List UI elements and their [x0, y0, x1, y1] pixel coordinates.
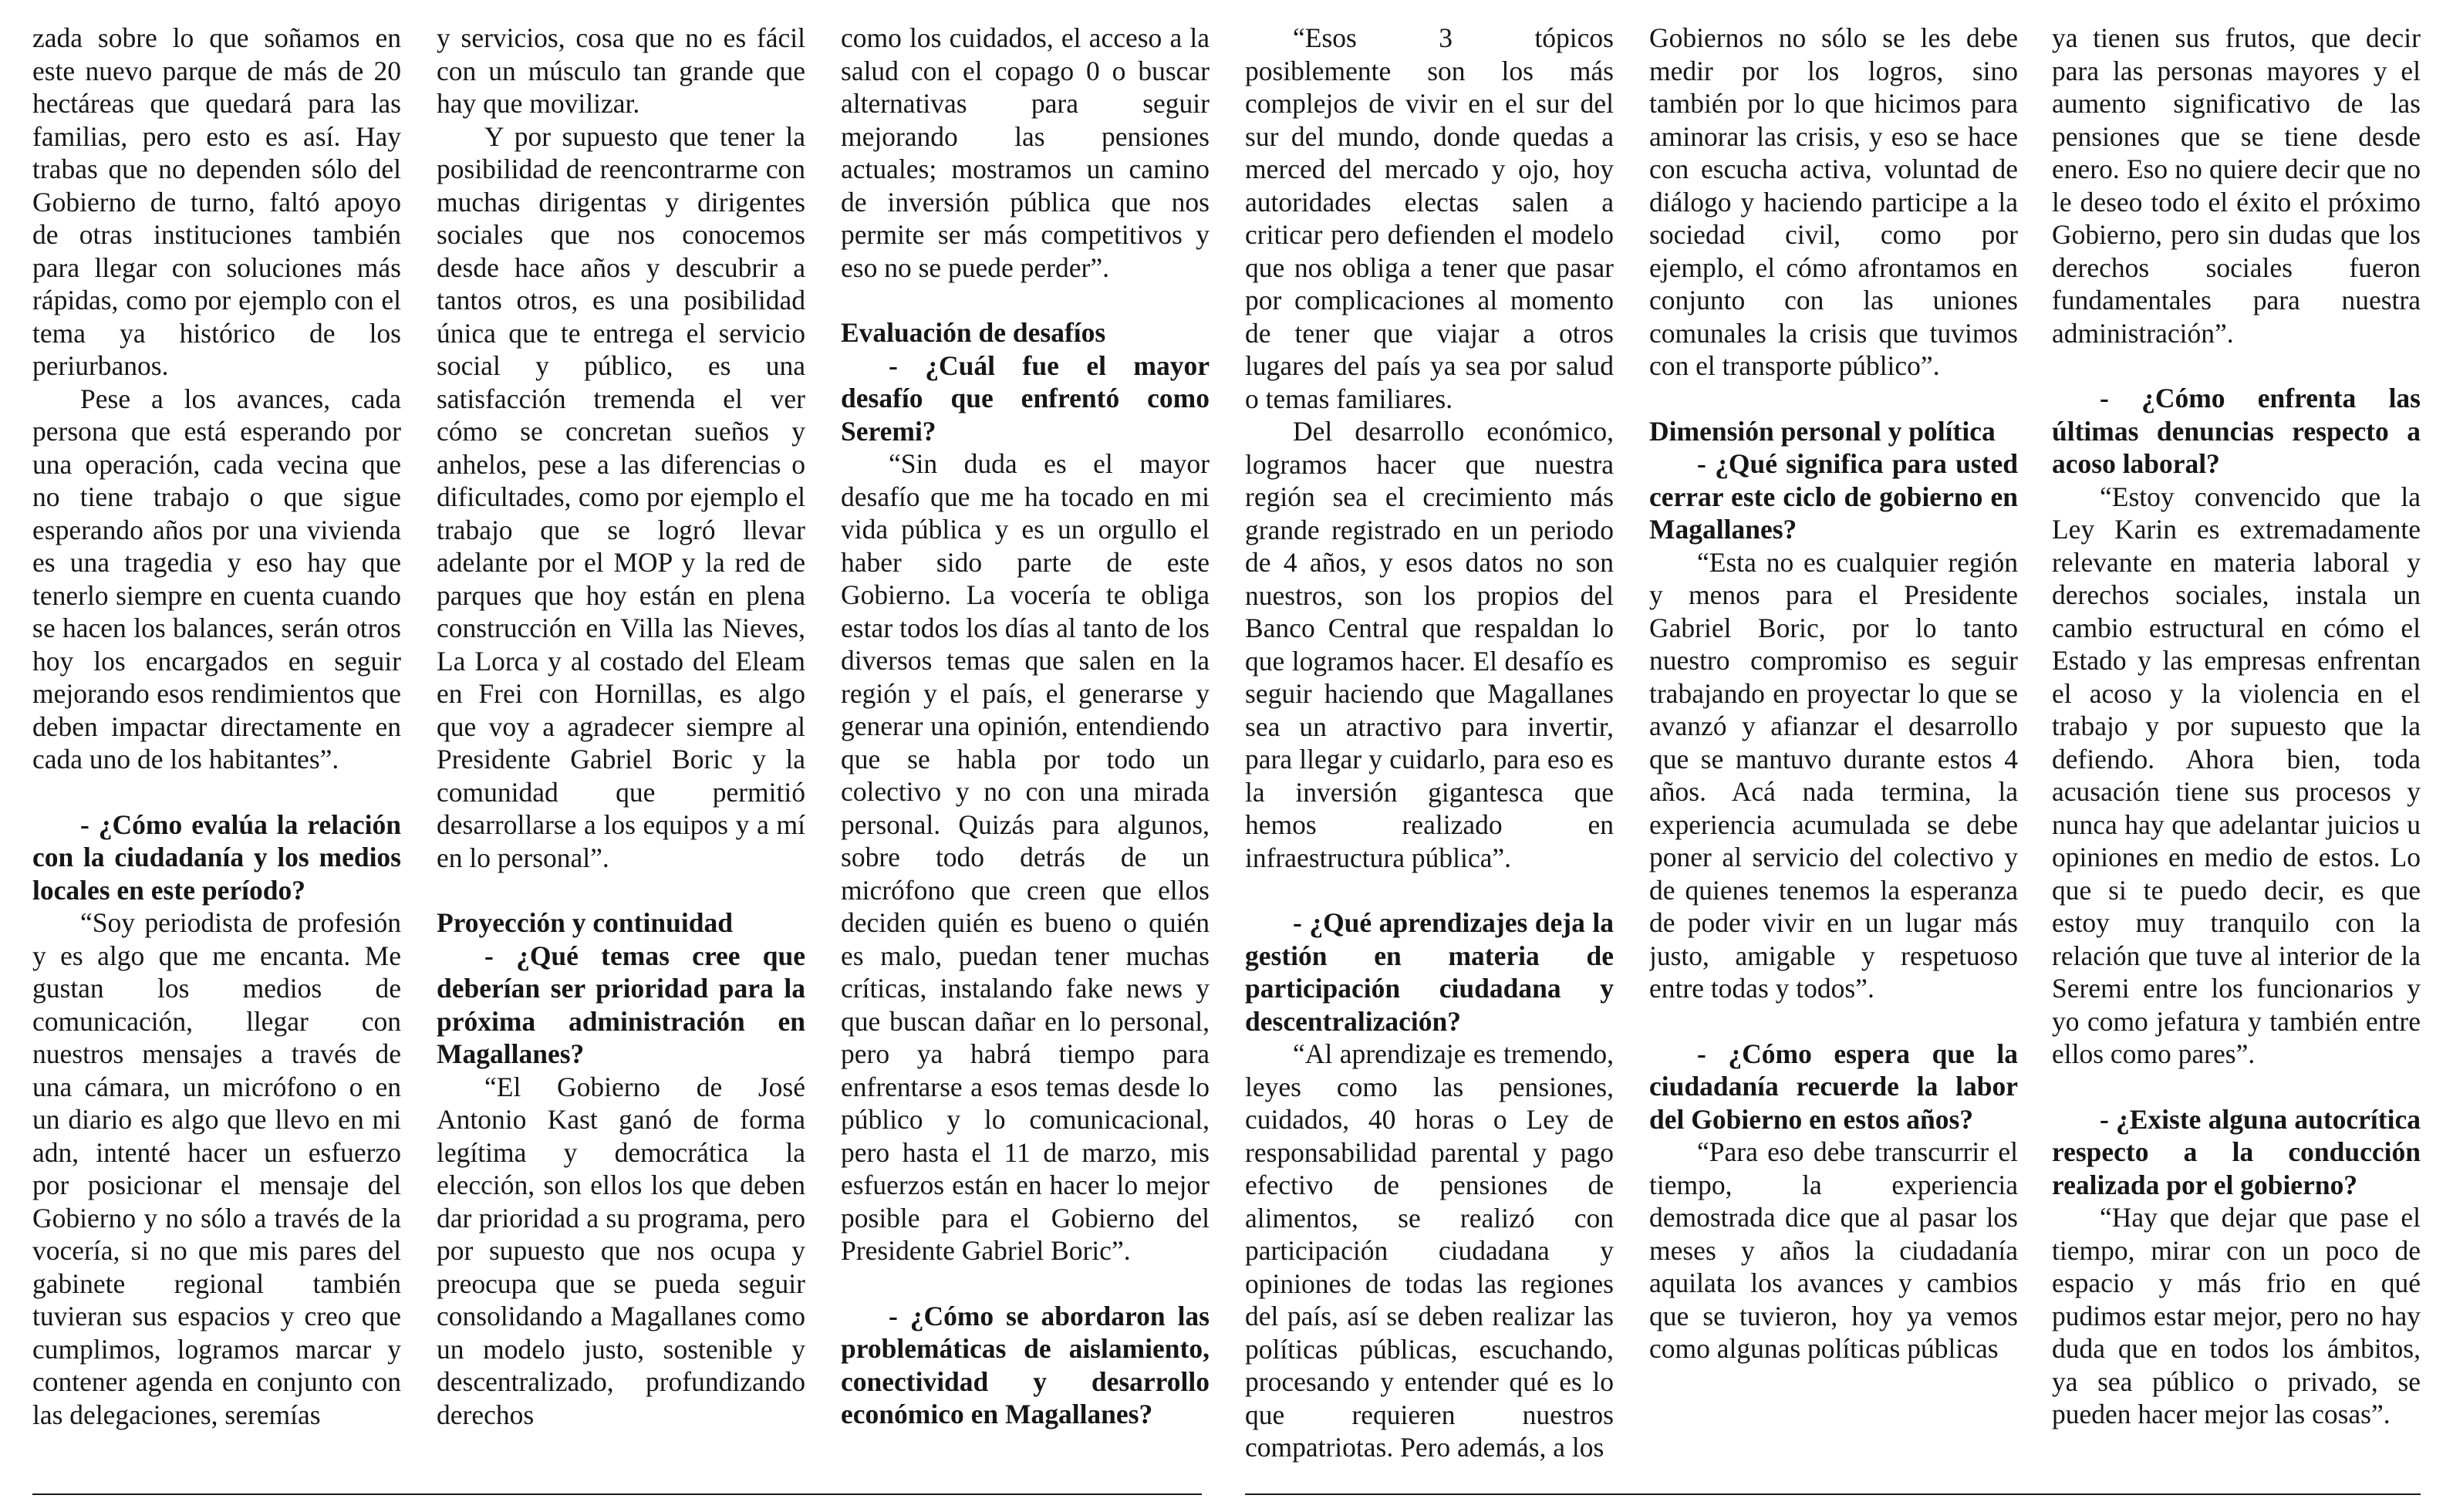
body-paragraph: “Sin duda es el mayor desafío que me ha tocado en mi vida pública y es un orgullo el haber sido parte de este Gobierno. La vocería te obliga estar todos los días al tanto de los diversos temas que salen en la región y el país, el generarse y generar una opinión, entendiendo que se habla por todo un colectivo y no con una mirada personal. Quizás para algunos, sobre todo detrás de un micrófono que creen que ellos deciden quién es bueno o quién es malo, puedan tener muchas críticas, instalando fake news y que buscan dañar en lo personal, pero ya habrá tiempo para enfrentarse a esos temas desde lo público y lo comunicacional, pero hasta el 11 de marzo, mis esfuerzos están en hacer lo mejor posible para el Gobierno del Presidente Gabriel Boric”.	[841, 448, 1210, 1266]
paragraph-spacer	[437, 874, 805, 906]
paragraph-spacer	[841, 284, 1210, 316]
body-paragraph: Pese a los avances, cada persona que está esperando por una operación, cada vecina que no tiene trabajo o que sigue esperando años por una vivienda es una tragedia y eso hay que tenerlo siempre en cuenta cuando se hacen los balances, serán otros hoy los encargados en seguir mejorando esos rendimientos que deben impactar directamente en cada uno de los habitantes”.	[32, 383, 401, 775]
section-heading: Evaluación de desafíos	[841, 317, 1106, 348]
interview-question: - ¿Cuál fue el mayor desafío que enfrentó como Seremi?	[841, 349, 1210, 447]
interview-question: - ¿Existe alguna autocrítica respecto a la conducción realizada por el gobierno?	[2052, 1103, 2421, 1200]
bottom-rule-left	[32, 1493, 1202, 1495]
body-paragraph: Y por supuesto que tener la posibilidad de reencontrarme con muchas dirigentas y dirigentes sociales que nos conocemos desde hace años y descubrir a tantos otros, es una posibilidad única que te entrega el servicio social y público, es una satisfacción tremenda el ver cómo se concretan sueños y anhelos, pese a las diferencias o dificultades, como por ejemplo el trabajo que se logró llevar adelante por el MOP y la red de parques que hoy están en plena construcción en Villa las Nieves, La Lorca y al costado del Eleam en Frei con Hornillas, es algo que voy a agradecer siempre al Presidente Gabriel Boric y la comunidad que permitió desarrollarse a los equipos y a mí en lo personal”.	[437, 120, 805, 873]
paragraph-spacer	[1245, 874, 1614, 906]
interview-question: - ¿Cómo enfrenta las últimas denuncias respecto a acoso laboral?	[2052, 383, 2421, 479]
interview-question: - ¿Qué significa para usted cerrar este ciclo de gobierno en Magallanes?	[1649, 448, 2018, 545]
article-column-1	[32, 22, 401, 1487]
body-paragraph: y servicios, cosa que no es fácil con un músculo tan grande que hay que movilizar.	[437, 22, 805, 119]
body-paragraph: “El Gobierno de José Antonio Kast ganó de forma legítima y democrática la elección, son ellos los que deben dar prioridad a su programa, pero por supuesto que nos ocupa y preocupa que se pueda seguir consolidando a Magallanes como un modelo justo, sostenible y descentralizado, profundizando derechos	[437, 1071, 805, 1430]
body-paragraph: “Esta no es cualquier región y menos para el Presidente Gabriel Boric, por lo tanto nuestro compromiso es seguir trabajando en proyectar lo que se avanzó y afianzar el desarrollo que se mantuvo durante estos 4 años. Acá nada termina, la experiencia acumulada se debe poner al servicio del colectivo y de quienes tenemos la esperanza de poder vivir en un lugar más justo, amigable y respetuoso entre todas y todos”.	[1649, 546, 2018, 1004]
body-paragraph: “Esos 3 tópicos posiblemente son los más complejos de vivir en el sur del sur del mundo, donde quedas a merced del mercado y ojo, hoy autoridades electas salen a criticar pero defienden el modelo que nos obliga a tener que pasar por complicaciones al momento de tener que viajar a otros lugares del país ya sea por salud o temas familiares.	[1245, 22, 1614, 414]
paragraph-spacer	[2052, 349, 2421, 382]
body-paragraph: como los cuidados, el acceso a la salud con el copago 0 o buscar alternativas para seguir mejorando las pensiones actuales; mostramos un camino de inversión pública que nos permite ser más competitivos y eso no se puede perder”.	[841, 22, 1210, 283]
paragraph-spacer	[32, 776, 401, 808]
paragraph-spacer	[841, 1267, 1210, 1300]
interview-question: - ¿Qué aprendizajes deja la gestión en materia de participación ciudadana y descentralización?	[1245, 907, 1614, 1037]
bottom-rule-right	[1245, 1493, 2421, 1495]
article-column-4	[1245, 22, 1614, 1487]
body-paragraph: “Soy periodista de profesión y es algo que me encanta. Me gustan los medios de comunicación, llegar con nuestros mensajes a través de una cámara, un micrófono o en un diario es algo que llevo en mi adn, intenté hacer un esfuerzo por posicionar el mensaje del Gobierno y no sólo a través de la vocería, si no que mis pares del gabinete regional también tuvieran sus espacios y creo que cumplimos, logramos marcar y contener agenda en conjunto con las delegaciones, seremías	[32, 907, 401, 1430]
article-column-2	[437, 22, 805, 1487]
section-heading: Dimensión personal y política	[1649, 415, 1996, 447]
body-paragraph: “Para eso debe transcurrir el tiempo, la experiencia demostrada dice que al pasar los meses y años la ciudadanía aquilata los avances y cambios que se tuvieron, hoy ya vemos como algunas políticas públicas	[1649, 1136, 2018, 1364]
article-column-3	[841, 22, 1210, 1487]
interview-question: - ¿Qué temas cree que deberían ser prioridad para la próxima administración en Magallanes?	[437, 940, 805, 1069]
paragraph-spacer	[1649, 383, 2018, 415]
interview-question: - ¿Cómo se abordaron las problemáticas de aislamiento, conectividad y desarrollo económico en Magallanes?	[841, 1300, 1210, 1429]
interview-question: - ¿Cómo evalúa la relación con la ciudadanía y los medios locales en este período?	[32, 808, 401, 906]
body-paragraph: Gobiernos no sólo se les debe medir por los logros, sino también por lo que hicimos para aminorar las crisis, y eso se hace con escucha activa, voluntad de diálogo y haciendo participe a la sociedad civil, como por ejemplo, el cómo afrontamos en conjunto con las uniones comunales la crisis que tuvimos con el transporte público”.	[1649, 22, 2018, 381]
body-paragraph: “Al aprendizaje es tremendo, leyes como las pensiones, cuidados, 40 horas o Ley de responsabilidad parental y pago efectivo de pensiones de alimentos, se realizó con participación ciudadana y opiniones de todas las regiones del país, así se deben realizar las políticas públicas, escuchando, procesando y entender qué es lo que requieren nuestros compatriotas. Pero además, a los	[1245, 1038, 1614, 1463]
section-heading: Proyección y continuidad	[437, 907, 733, 938]
body-paragraph: Del desarrollo económico, logramos hacer que nuestra región sea el crecimiento más grande registrado en un periodo de 4 años, y esos datos no son nuestros, son los propios del Banco Central que respaldan lo que logramos hacer. El desafío es seguir haciendo que Magallanes sea un atractivo para invertir, para llegar y cuidarlo, para eso es la inversión gigantesca que hemos realizado en infraestructura pública”.	[1245, 416, 1614, 873]
body-paragraph: ya tienen sus frutos, que decir para las personas mayores y el aumento significativo de las pensiones que se tiene desde enero. Eso no quiere decir que no le deseo todo el éxito el próximo Gobierno, pero sin dudas que los derechos sociales fueron fundamentales para nuestra administración”.	[2052, 22, 2421, 349]
body-paragraph: “Estoy convencido que la Ley Karin es extremadamente relevante en materia laboral y derechos sociales, instala un cambio estructural en cómo el Estado y las empresas enfrentan el acoso y la violencia en el trabajo y por supuesto que la defiendo. Ahora bien, toda acusación tiene sus procesos y nunca hay que adelantar juicios u opiniones en medio de estos. Lo que si te puedo decir, es que estoy muy tranquilo con la relación que tuve al interior de la Seremi entre los funcionarios y yo como jefatura y también entre ellos como pares”.	[2052, 481, 2421, 1069]
article-column-5	[1649, 22, 2018, 1487]
paragraph-spacer	[1649, 1005, 2018, 1038]
article-column-6	[2052, 22, 2421, 1487]
paragraph-spacer	[2052, 1071, 2421, 1103]
body-paragraph: zada sobre lo que soñamos en este nuevo parque de más de 20 hectáreas que quedará para las familias, pero esto es así. Hay trabas que no dependen sólo del Gobierno de turno, faltó apoyo de otras instituciones también para llegar con soluciones más rápidas, como por ejemplo con el tema ya histórico de los periurbanos.	[32, 22, 401, 381]
interview-question: - ¿Cómo espera que la ciudadanía recuerde la labor del Gobierno en estos años?	[1649, 1038, 2018, 1135]
body-paragraph: “Hay que dejar que pase el tiempo, mirar con un poco de espacio y más frio en qué pudimos estar mejor, pero no hay duda que en todos los ámbitos, ya sea público o privado, se pueden hacer mejor las cosas”.	[2052, 1202, 2421, 1429]
